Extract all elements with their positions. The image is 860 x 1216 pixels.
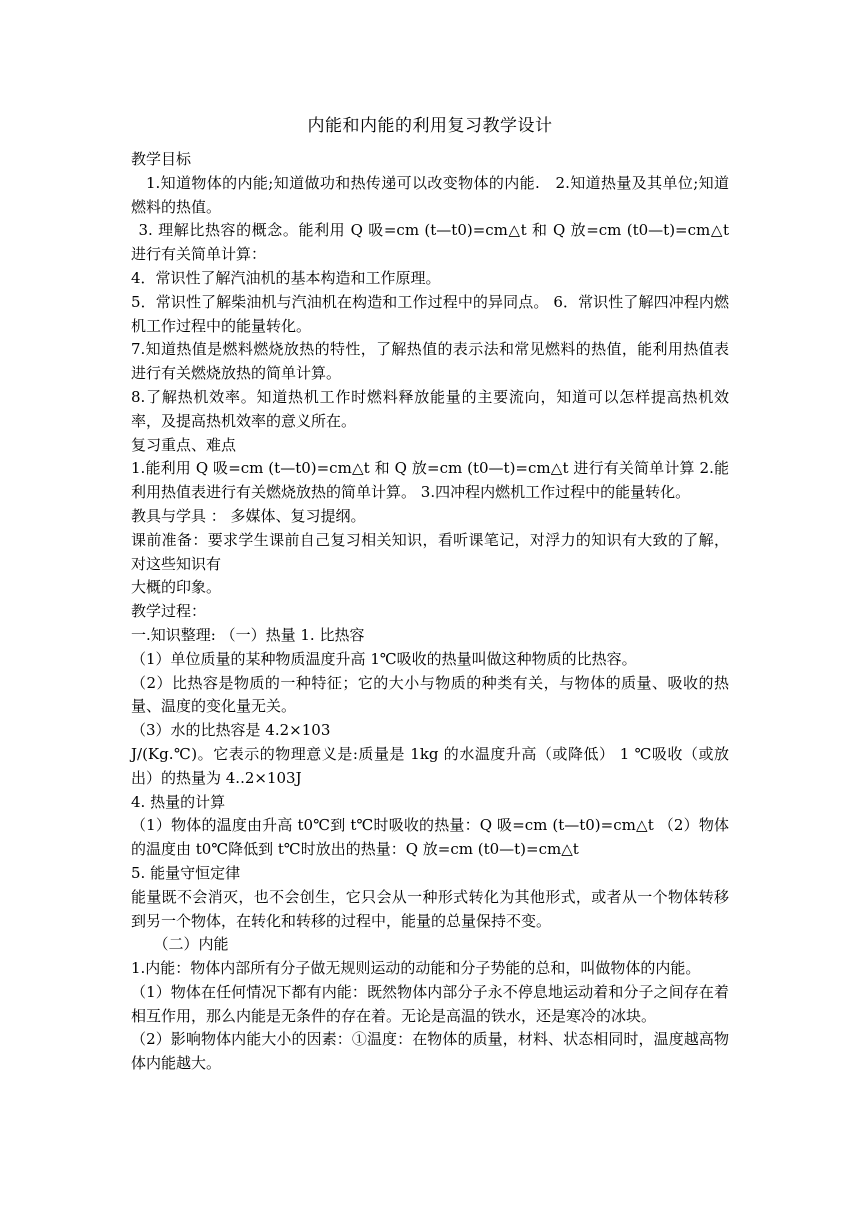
paragraph: 8.了解热机效率。知道热机工作时燃料释放能量的主要流向，知道可以怎样提高热机效率，及提高热机效率的意义所在。 [131,387,729,430]
paragraph: J/(Kg.℃)。它表示的物理意义是:质量是 1kg 的水温度升高（或降低） 1 ℃吸收（或放出）的热量为 4..2×103J [131,744,729,787]
document-title: 内能和内能的利用复习教学设计 [307,116,553,136]
paragraph: 课前准备：要求学生课前自己复习相关知识，看听课笔记，对浮力的知识有大致的了解，对这些知识有 [131,530,729,573]
document-body [131,148,729,1076]
paragraph: 7.知道热值是燃料燃烧放热的特性，了解热值的表示法和常见燃料的热值，能利用热值表进行有关燃烧放热的简单计算。 [131,340,729,383]
paragraph: （2）影响物体内能大小的因素：①温度：在物体的质量，材料、状态相同时，温度越高物体内能越大。 [131,1030,729,1073]
paragraph: 教具与学具 ： 多媒体、复习提纲。 [131,506,366,525]
paragraph: 大概的印象。 [131,578,222,597]
section-heading: 教学目标 [131,150,192,168]
paragraph: 4. 热量的计算 [131,792,226,811]
paragraph: （1）物体在任何情况下都有内能：既然物体内部分子永不停息地运动着和分子之间存在着相互作用，那么内能是无条件的存在着。无论是高温的铁水，还是寒冷的冰块。 [131,982,729,1025]
paragraph: （1）物体的温度由升高 t0℃到 t℃时吸收的热量：Q 吸=cm (t—t0)=cm△t （2）物体的温度由 t0℃降低到 t℃时放出的热量：Q 放=cm (t0—t)=cm△t [131,816,729,859]
paragraph: 5．常识性了解柴油机与汽油机在构造和工作过程中的异同点。 6．常识性了解四冲程内燃机工作过程中的能量转化。 [131,292,729,335]
paragraph: 3. 理解比热容的概念。能利用 Q 吸=cm (t—t0)=cm△t 和 Q 放=cm (t0—t)=cm△t 进行有关简单计算： [131,221,729,264]
paragraph: （3）水的比热容是 4.2×103 [131,721,331,740]
paragraph: 5. 能量守恒定律 [131,863,241,882]
paragraph: 1.能利用 Q 吸=cm (t—t0)=cm△t 和 Q 放=cm (t0—t)=cm△t 进行有关简单计算 2.能利用热值表进行有关燃烧放热的简单计算。 3.四冲程内燃机工作过程中的能量转化。 [131,459,729,502]
paragraph: （2）比热容是物质的一种特征；它的大小与物质的种类有关，与物体的质量、吸收的热量、温度的变化量无关。 [131,673,729,716]
paragraph: 1.内能：物体内部所有分子做无规则运动的动能和分子势能的总和，叫做物体的内能。 [131,959,701,978]
section-heading: 教学过程： [131,602,207,621]
paragraph: 1.知道物体的内能;知道做功和热传递可以改变物体的内能. 2.知道热量及其单位;知道燃料的热值。 [131,173,729,216]
section-heading: （二）内能 [153,935,229,954]
paragraph: 4．常识性了解汽油机的基本构造和工作原理。 [131,268,441,287]
paragraph: 能量既不会消灭，也不会创生，它只会从一种形式转化为其他形式，或者从一个物体转移到另一个物体，在转化和转移的过程中，能量的总量保持不变。 [131,887,729,930]
paragraph: （1）单位质量的某种物质温度升高 1℃吸收的热量叫做这种物质的比热容。 [131,649,637,668]
paragraph: 一.知识整理: （一）热量 1. 比热容 [131,625,365,644]
section-heading: 复习重点、难点 [131,435,237,454]
